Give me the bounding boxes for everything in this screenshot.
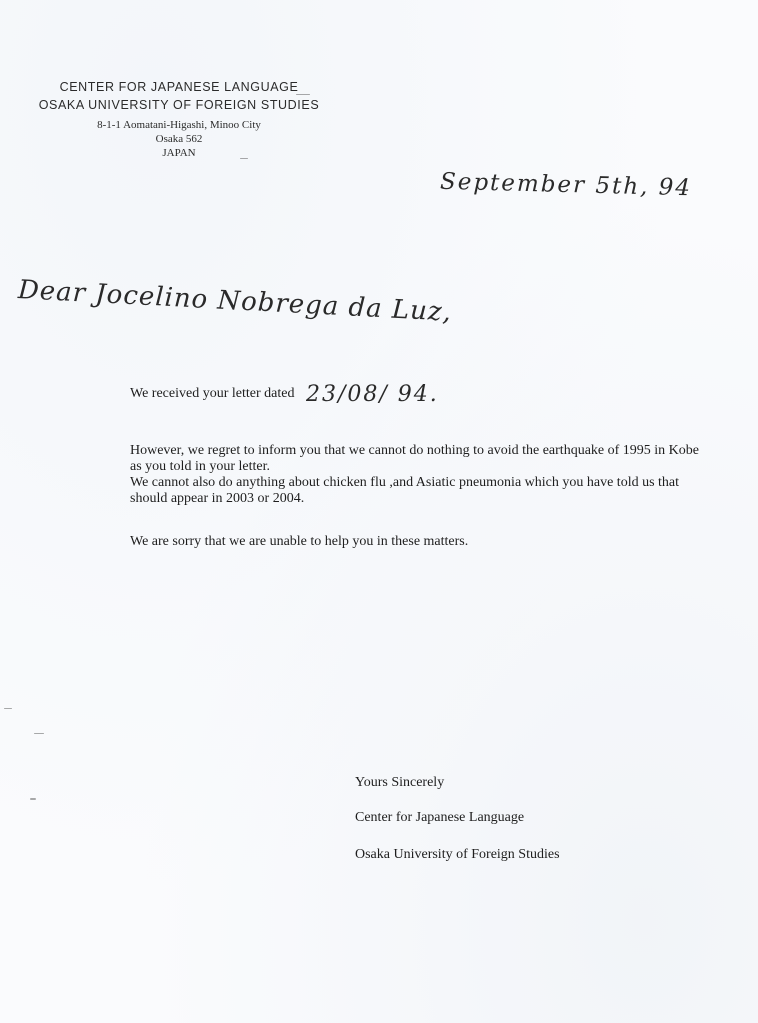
letterhead-university-name: OSAKA UNIVERSITY OF FOREIGN STUDIES xyxy=(38,98,320,112)
paper-speck xyxy=(240,158,248,159)
paper-speck xyxy=(296,94,310,95)
letterhead-center-name: CENTER FOR JAPANESE LANGUAGE xyxy=(59,80,299,94)
handwritten-salutation: Dear Jocelino Nobrega da Luz, xyxy=(17,275,453,328)
handwritten-letter-date: 23/08/ 94. xyxy=(305,382,439,407)
paragraph-earthquake: However, we regret to inform you that we cannot do nothing to avoid the earthquake of 1995 in Kobe as you told in your letter. xyxy=(130,443,700,474)
paper-speck xyxy=(4,708,12,709)
paper-speck xyxy=(30,798,36,800)
letterhead-country: JAPAN xyxy=(162,147,196,159)
handwritten-date: September 5th, 94 xyxy=(439,168,693,202)
letterhead-address-street: 8-1-1 Aomatani-Higashi, Minoo City xyxy=(97,119,261,131)
closing-university-name: Osaka University of Foreign Studies xyxy=(355,847,560,862)
closing-sincerely: Yours Sincerely xyxy=(355,775,445,790)
received-line xyxy=(130,382,710,407)
closing-center-name: Center for Japanese Language xyxy=(355,810,525,825)
paragraph-chicken-flu: We cannot also do anything about chicken flu ,and Asiatic pneumonia which you have told us that should appear in 2003 or 2004. xyxy=(130,475,680,506)
paper-speck xyxy=(34,733,44,734)
received-text: We received your letter dated xyxy=(130,386,295,401)
letterhead-address-city: Osaka 562 xyxy=(155,133,203,145)
paragraph-apology: We are sorry that we are unable to help you in these matters. xyxy=(130,534,469,549)
letterhead xyxy=(14,78,344,160)
